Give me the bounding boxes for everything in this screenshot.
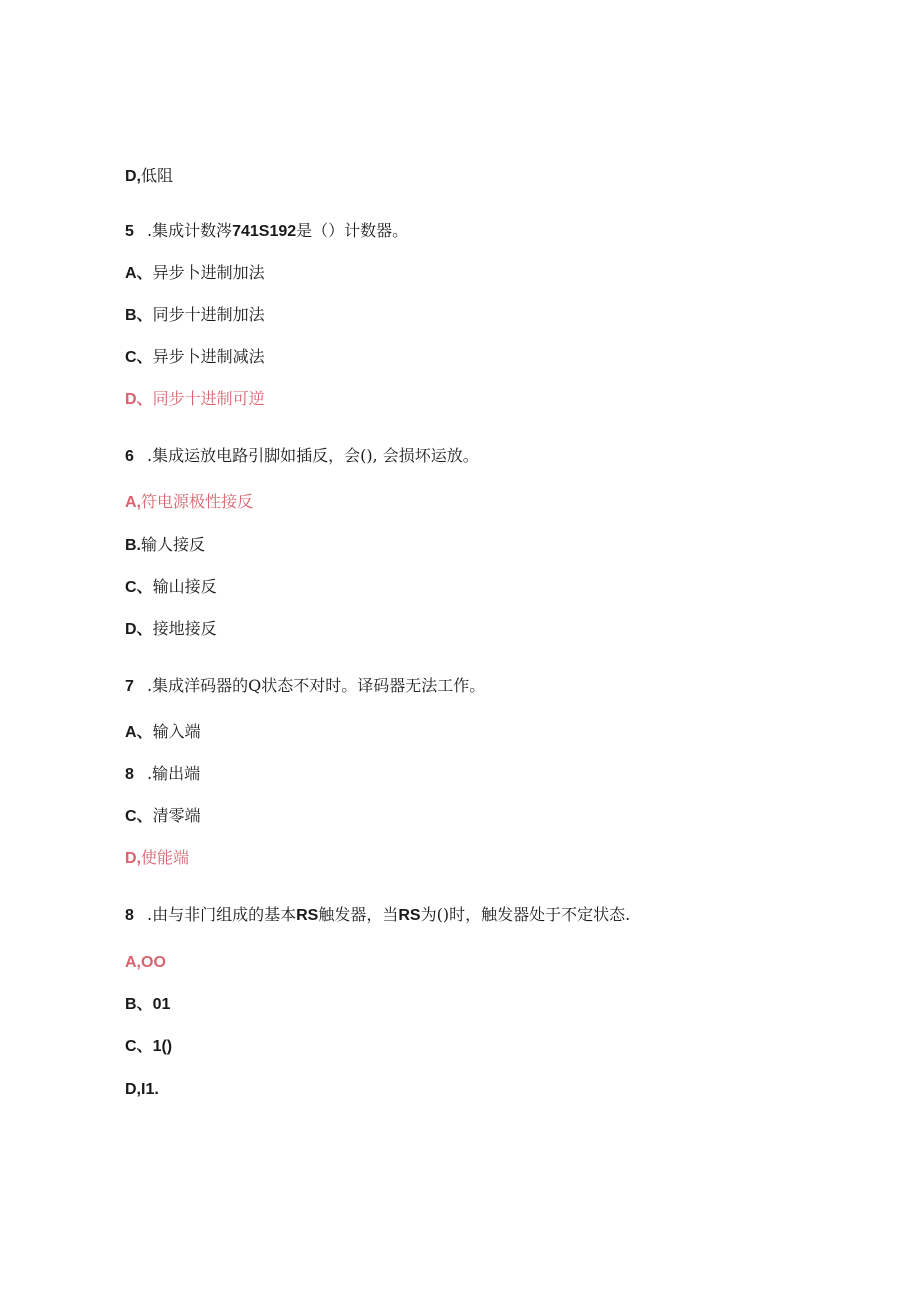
option-a-q8-answer <box>125 952 166 972</box>
question-text-rs-2: RS <box>398 907 421 924</box>
question-text-end: 是（）计数器。 <box>296 221 409 240</box>
option-label: C、 <box>125 349 153 366</box>
option-b-q6 <box>125 535 205 555</box>
option-text: .输出端 <box>147 764 201 783</box>
option-a-q6-answer <box>125 492 253 512</box>
option-text: 接地接反 <box>152 619 217 638</box>
question-text: .集成运放电路引脚如插反，会(), 会损坏运放。 <box>147 446 479 465</box>
question-7 <box>125 676 485 696</box>
option-label: B、 <box>125 307 153 324</box>
option-text: OO <box>141 954 166 971</box>
option-text: 符电源极性接反 <box>141 492 254 511</box>
option-text: 输山接反 <box>152 577 217 596</box>
option-label: D、 <box>125 621 153 638</box>
option-label: C、 <box>125 1038 153 1055</box>
option-c-q6 <box>125 577 217 597</box>
option-text: 输入端 <box>152 722 201 741</box>
option-text: I1. <box>141 1081 159 1098</box>
option-d-q8 <box>125 1079 159 1099</box>
question-5 <box>125 221 408 241</box>
option-label: C、 <box>125 579 153 596</box>
option-text: 异步卜进制加法 <box>152 263 265 282</box>
option-c-q8 <box>125 1036 172 1056</box>
option-text: 输人接反 <box>141 535 206 554</box>
option-text: 使能端 <box>141 848 190 867</box>
option-c-q7 <box>125 806 201 826</box>
question-text-mid: 触发器，当 <box>318 905 399 924</box>
question-text-rs: RS <box>296 907 319 924</box>
question-text: .集成洋码器的Q状态不对时。译码器无法工作。 <box>147 676 486 695</box>
option-text: 同步十进制可逆 <box>152 389 265 408</box>
option-label: A、 <box>125 724 153 741</box>
option-label: A、 <box>125 265 153 282</box>
option-a-q7 <box>125 722 201 742</box>
option-c-q5 <box>125 347 265 367</box>
question-text: .由与非门组成的基本 <box>147 905 297 924</box>
question-number: 5 <box>125 223 134 240</box>
question-number: 8 <box>125 907 134 924</box>
question-text: .集成计数涔 <box>147 221 233 240</box>
question-text-end: 为()时，触发器处于不定状态. <box>420 905 631 924</box>
option-text: 低阻 <box>141 166 174 185</box>
option-d-q6 <box>125 619 217 639</box>
option-b-q5 <box>125 305 265 325</box>
option-label: 8 <box>125 766 134 783</box>
option-label: B、 <box>125 996 153 1013</box>
option-text: 1() <box>152 1038 173 1055</box>
question-6 <box>125 446 479 466</box>
question-number: 7 <box>125 678 134 695</box>
question-8 <box>125 905 630 925</box>
option-d-q7-answer <box>125 848 189 868</box>
option-label: D、 <box>125 391 153 408</box>
option-text: 同步十进制加法 <box>152 305 265 324</box>
option-label: A, <box>125 494 141 511</box>
option-b-q8 <box>125 994 170 1014</box>
question-text-code: 741S192 <box>232 223 297 240</box>
option-a-q5 <box>125 263 265 283</box>
option-label: A, <box>125 954 141 971</box>
option-label: D, <box>125 168 141 185</box>
option-label: D, <box>125 1081 141 1098</box>
option-d-q4 <box>125 166 173 186</box>
option-text: 异步卜进制减法 <box>152 347 265 366</box>
option-label: B. <box>125 537 141 554</box>
option-d-q5-answer <box>125 389 265 409</box>
option-label: C、 <box>125 808 153 825</box>
question-number: 6 <box>125 448 134 465</box>
option-b-q7 <box>125 764 200 784</box>
option-text: 01 <box>152 996 171 1013</box>
option-text: 清零端 <box>152 806 201 825</box>
option-label: D, <box>125 850 141 867</box>
